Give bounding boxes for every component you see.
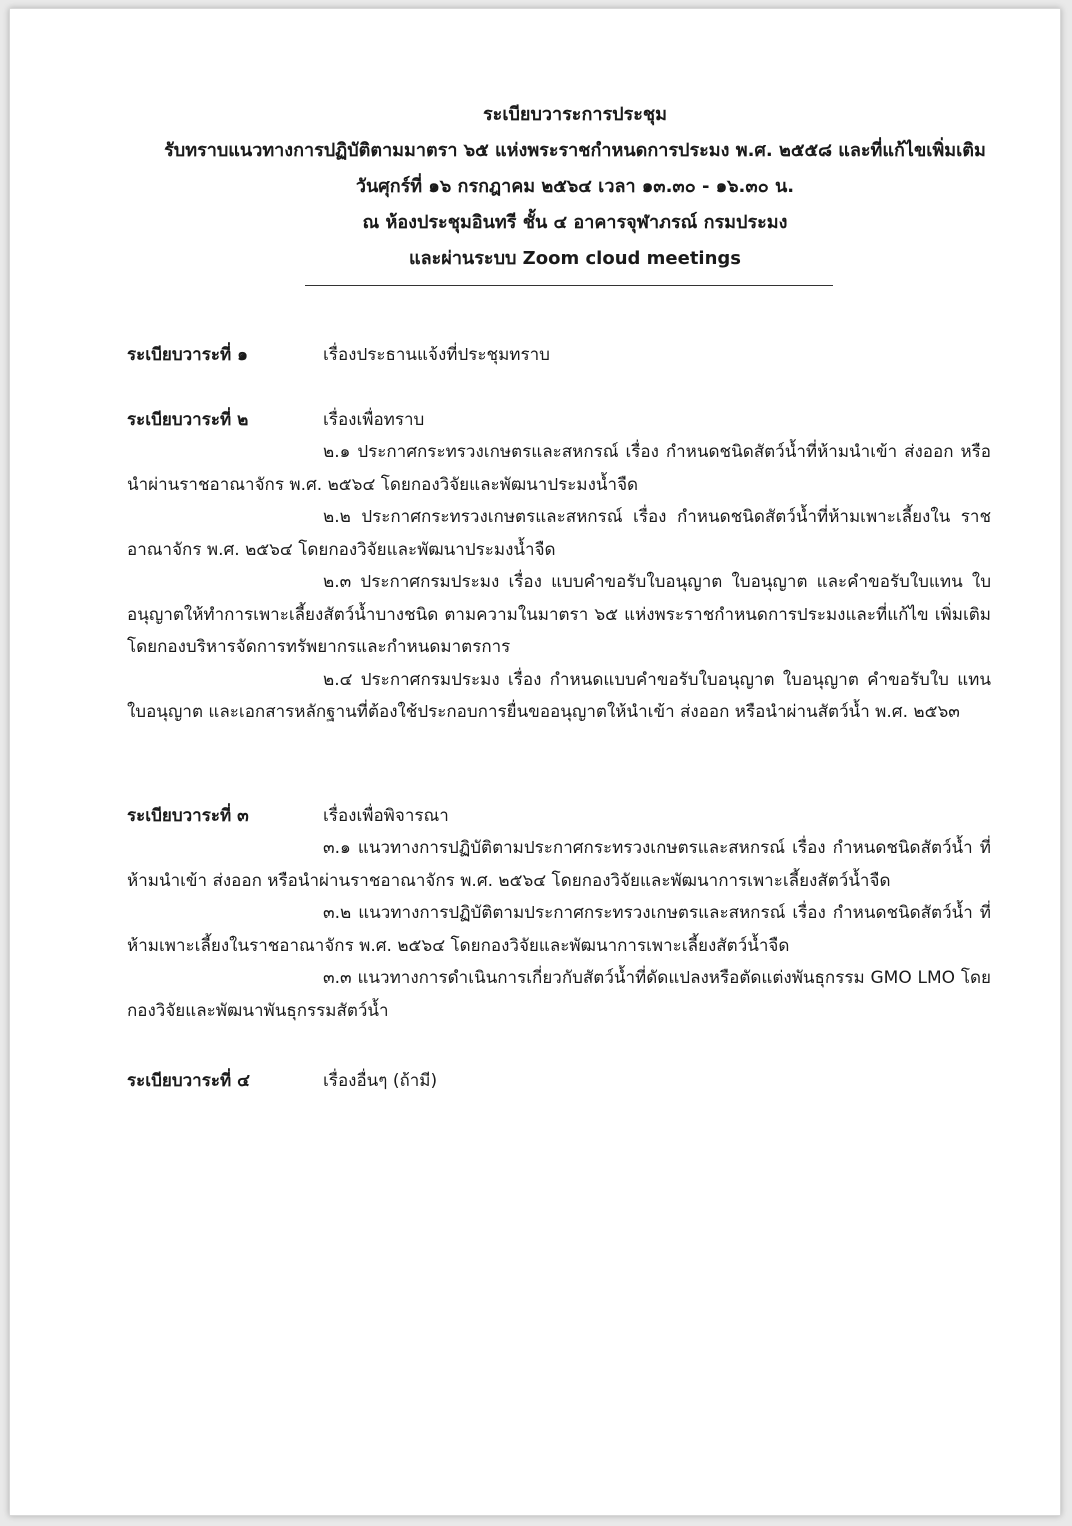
- agenda-item-3-2: ๓.๒ แนวทางการปฏิบัติตามประกาศกระทรวงเกษตรและสหกรณ์ เรื่อง กำหนดชนิดสัตว์น้ำ ที่ห้ามเพาะเลี้ยงในราชอาณาจักร พ.ศ. ๒๕๖๔ โดยกองวิจัยและพัฒนาการเพาะเลี้ยงสัตว์น้ำจืด: [127, 903, 991, 956]
- agenda-heading: [127, 1065, 991, 1097]
- agenda-section-4: [127, 1065, 991, 1097]
- document-page: [9, 8, 1061, 1516]
- agenda-section-2: [127, 404, 991, 729]
- header-online-platform: และผ่านระบบ Zoom cloud meetings: [408, 248, 742, 269]
- header-subject: รับทราบแนวทางการปฏิบัติตามมาตรา ๖๕ แห่งพระราชกำหนดการประมง พ.ศ. ๒๕๕๘ และที่แก้ไขเพิ่มเติม: [164, 140, 986, 161]
- agenda-label: ระเบียบวาระที่ ๑: [127, 345, 248, 365]
- agenda-label: ระเบียบวาระที่ ๓: [127, 806, 249, 826]
- agenda-title: เรื่องประธานแจ้งที่ประชุมทราบ: [323, 345, 550, 365]
- agenda-title: เรื่องเพื่อพิจารณา: [323, 806, 449, 826]
- agenda-label: ระเบียบวาระที่ ๒: [127, 410, 249, 430]
- document-header: [10, 97, 1072, 277]
- agenda-item-3-3: ๓.๓ แนวทางการดำเนินการเกี่ยวกับสัตว์น้ำที่ดัดแปลงหรือตัดแต่งพันธุกรรม GMO LMO โดยกองวิจัยและพัฒนาพันธุกรรมสัตว์น้ำ: [127, 968, 991, 1021]
- agenda-item-3-1: ๓.๑ แนวทางการปฏิบัติตามประกาศกระทรวงเกษตรและสหกรณ์ เรื่อง กำหนดชนิดสัตว์น้ำ ที่ห้ามนำเข้า ส่งออก หรือนำผ่านราชอาณาจักร พ.ศ. ๒๕๖๔ โดยกองวิจัยและพัฒนาการเพาะเลี้ยงสัตว์น้ำจืด: [127, 838, 991, 891]
- agenda-heading: [127, 339, 991, 371]
- agenda-section-1: [127, 339, 991, 371]
- agenda-heading: [127, 404, 991, 436]
- agenda-section-3: [127, 800, 991, 1027]
- agenda-item-2-4: ๒.๔ ประกาศกรมประมง เรื่อง กำหนดแบบคำขอรับใบอนุญาต ใบอนุญาต คำขอรับใบ แทนใบอนุญาต และเอกสารหลักฐานที่ต้องใช้ประกอบการยื่นขออนุญาตให้นำเข้า ส่งออก หรือนำผ่านสัตว์น้ำ พ.ศ. ๒๕๖๓: [127, 669, 991, 722]
- header-title: ระเบียบวาระการประชุม: [483, 104, 667, 125]
- agenda-item-2-3: ๒.๓ ประกาศกรมประมง เรื่อง แบบคำขอรับใบอนุญาต ใบอนุญาต และคำขอรับใบแทน ใบอนุญาตให้ทำการเพาะเลี้ยงสัตว์น้ำบางชนิด ตามความในมาตรา ๖๕ แห่งพระราชกำหนดการประมงและที่แก้ไข เพิ่มเติม โดยกองบริหารจัดการทรัพยากรและกำหนดมาตรการ: [127, 572, 991, 657]
- agenda-heading: [127, 800, 991, 832]
- header-divider: [305, 285, 833, 286]
- agenda-label: ระเบียบวาระที่ ๔: [127, 1071, 250, 1091]
- agenda-title: เรื่องเพื่อทราบ: [323, 410, 425, 430]
- agenda-item-2-2: ๒.๒ ประกาศกระทรวงเกษตรและสหกรณ์ เรื่อง กำหนดชนิดสัตว์น้ำที่ห้ามเพาะเลี้ยงใน ราชอาณาจักร พ.ศ. ๒๕๖๔ โดยกองวิจัยและพัฒนาประมงน้ำจืด: [127, 507, 991, 560]
- agenda-title: เรื่องอื่นๆ (ถ้ามี): [323, 1071, 438, 1091]
- agenda-item-2-1: ๒.๑ ประกาศกระทรวงเกษตรและสหกรณ์ เรื่อง กำหนดชนิดสัตว์น้ำที่ห้ามนำเข้า ส่งออก หรือนำผ่านราชอาณาจักร พ.ศ. ๒๕๖๔ โดยกองวิจัยและพัฒนาประมงน้ำจืด: [127, 442, 991, 495]
- header-venue: ณ ห้องประชุมอินทรี ชั้น ๔ อาคารจุฬาภรณ์ กรมประมง: [362, 212, 788, 233]
- header-date-time: วันศุกร์ที่ ๑๖ กรกฎาคม ๒๕๖๔ เวลา ๑๓.๓๐ - ๑๖.๓๐ น.: [355, 176, 795, 197]
